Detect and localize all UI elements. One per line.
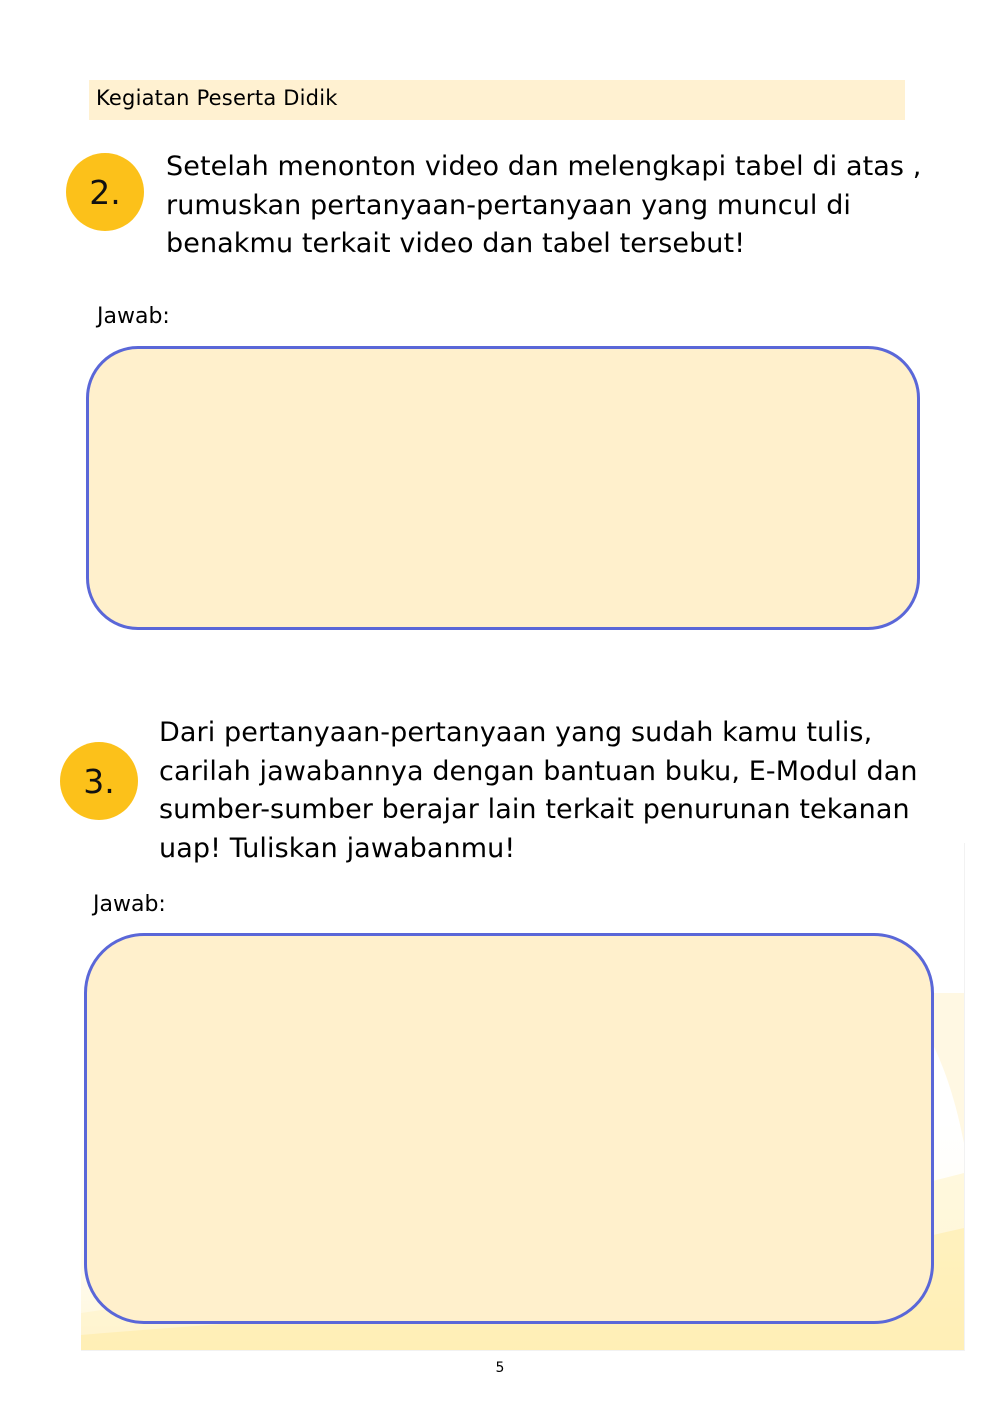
question-number-badge: 3. <box>60 742 138 820</box>
question-line: benakmu terkait video dan tabel tersebut! <box>166 228 746 259</box>
answer-box-question-3[interactable] <box>84 933 934 1324</box>
page-number: 5 <box>495 1360 505 1376</box>
question-line: sumber-sumber berajar lain terkait penurunan tekanan <box>159 794 910 825</box>
answer-label: Jawab: <box>93 892 166 917</box>
header-title: Kegiatan Peserta Didik <box>96 86 338 110</box>
header-bar <box>89 80 905 120</box>
question-line: Setelah menonton video dan melengkapi tabel di atas , <box>166 151 922 182</box>
question-line: rumuskan pertanyaan-pertanyaan yang muncul di <box>166 189 852 221</box>
answer-label: Jawab: <box>97 304 170 329</box>
question-line: carilah jawabannya dengan bantuan buku, E-Modul dan <box>159 755 918 787</box>
question-text <box>159 714 959 868</box>
question-line: uap! Tuliskan jawabanmu! <box>159 832 516 864</box>
answer-box-question-2[interactable] <box>86 346 920 630</box>
question-text <box>166 148 946 264</box>
question-line: Dari pertanyaan-pertanyaan yang sudah kamu tulis, <box>159 717 873 748</box>
question-number-badge: 2. <box>66 153 144 231</box>
